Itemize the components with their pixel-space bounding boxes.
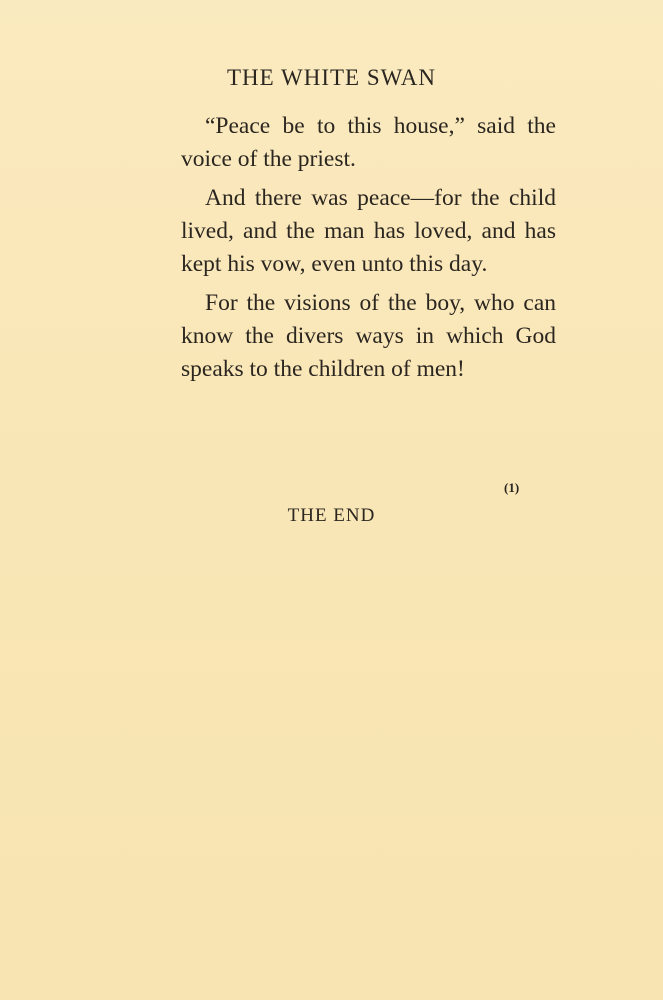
running-title: THE WHITE SWAN [226,65,437,90]
page-marker: (1) [504,480,520,495]
paragraph-1: “Peace be to this house,” said the voice of the priest. [181,113,556,172]
body-text [181,110,556,392]
paragraph-3: For the visions of the boy, who can know the divers ways in which God speaks to the children of men! [181,290,556,382]
paragraph-2: And there was peace—for the child lived, and the man has loved, and has kept his vow, even unto this day. [181,185,556,277]
the-end-label: THE END [287,505,376,526]
